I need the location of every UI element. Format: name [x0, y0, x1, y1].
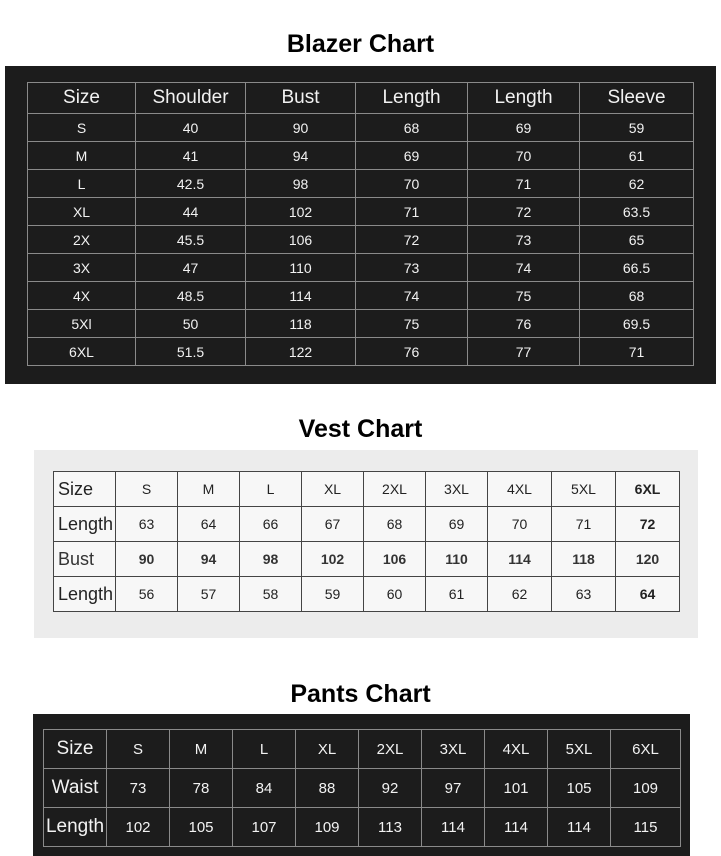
- blazer-header-cell: Length: [468, 83, 580, 114]
- pants-value-cell: 114: [422, 808, 485, 847]
- pants-value-cell: S: [107, 730, 170, 769]
- blazer-header-cell: Shoulder: [136, 83, 246, 114]
- vest-value-cell: 114: [488, 542, 552, 577]
- blazer-value-cell: 48.5: [136, 282, 246, 310]
- vest-value-cell: 118: [552, 542, 616, 577]
- blazer-table-row: [28, 114, 694, 142]
- pants-value-cell: 97: [422, 769, 485, 808]
- blazer-table-row: [28, 142, 694, 170]
- pants-value-cell: 109: [296, 808, 359, 847]
- blazer-size-cell: XL: [28, 198, 136, 226]
- blazer-value-cell: 71: [356, 198, 468, 226]
- blazer-value-cell: 76: [468, 310, 580, 338]
- blazer-value-cell: 106: [246, 226, 356, 254]
- blazer-value-cell: 75: [356, 310, 468, 338]
- blazer-value-cell: 74: [468, 254, 580, 282]
- blazer-table-row: [28, 338, 694, 366]
- vest-value-cell: L: [240, 472, 302, 507]
- pants-value-cell: 5XL: [548, 730, 611, 769]
- vest-length-row: [54, 507, 680, 542]
- vest-value-cell: 67: [302, 507, 364, 542]
- blazer-value-cell: 71: [468, 170, 580, 198]
- vest-length-row-2: [54, 577, 680, 612]
- blazer-value-cell: 118: [246, 310, 356, 338]
- vest-value-cell: 2XL: [364, 472, 426, 507]
- vest-value-cell: 63: [552, 577, 616, 612]
- pants-value-cell: 114: [485, 808, 548, 847]
- blazer-chart-panel: [5, 66, 716, 384]
- vest-value-cell: M: [178, 472, 240, 507]
- blazer-header-row: [28, 83, 694, 114]
- blazer-value-cell: 69: [356, 142, 468, 170]
- vest-value-cell: 94: [178, 542, 240, 577]
- vest-row-label: Length: [54, 507, 116, 542]
- pants-length-row: [44, 808, 681, 847]
- blazer-value-cell: 110: [246, 254, 356, 282]
- blazer-value-cell: 76: [356, 338, 468, 366]
- blazer-value-cell: 65: [580, 226, 694, 254]
- blazer-size-cell: S: [28, 114, 136, 142]
- blazer-size-cell: 3X: [28, 254, 136, 282]
- pants-value-cell: 88: [296, 769, 359, 808]
- vest-value-cell: 70: [488, 507, 552, 542]
- blazer-size-cell: M: [28, 142, 136, 170]
- vest-value-cell: 59: [302, 577, 364, 612]
- pants-value-cell: 102: [107, 808, 170, 847]
- pants-value-cell: 101: [485, 769, 548, 808]
- blazer-value-cell: 98: [246, 170, 356, 198]
- pants-value-cell: 4XL: [485, 730, 548, 769]
- vest-size-row: [54, 472, 680, 507]
- vest-value-cell: 56: [116, 577, 178, 612]
- blazer-header-cell: Sleeve: [580, 83, 694, 114]
- pants-waist-row: [44, 769, 681, 808]
- pants-value-cell: 2XL: [359, 730, 422, 769]
- vest-row-label: Bust: [54, 542, 116, 577]
- vest-value-cell: 5XL: [552, 472, 616, 507]
- pants-chart-title: Pants Chart: [290, 680, 431, 708]
- vest-value-cell: S: [116, 472, 178, 507]
- blazer-value-cell: 68: [580, 282, 694, 310]
- blazer-chart-title: Blazer Chart: [286, 30, 435, 58]
- pants-chart-panel: [33, 714, 690, 856]
- vest-value-cell: 106: [364, 542, 426, 577]
- pants-size-table: [43, 729, 681, 847]
- pants-row-label: Size: [44, 730, 107, 769]
- vest-value-cell: 72: [616, 507, 680, 542]
- blazer-header-cell: Length: [356, 83, 468, 114]
- blazer-value-cell: 75: [468, 282, 580, 310]
- pants-value-cell: 113: [359, 808, 422, 847]
- blazer-value-cell: 40: [136, 114, 246, 142]
- pants-value-cell: 107: [233, 808, 296, 847]
- blazer-value-cell: 50: [136, 310, 246, 338]
- blazer-value-cell: 47: [136, 254, 246, 282]
- vest-chart-panel: [34, 450, 698, 638]
- vest-value-cell: 102: [302, 542, 364, 577]
- blazer-value-cell: 73: [468, 226, 580, 254]
- pants-value-cell: 78: [170, 769, 233, 808]
- blazer-value-cell: 61: [580, 142, 694, 170]
- vest-value-cell: 64: [178, 507, 240, 542]
- vest-value-cell: 62: [488, 577, 552, 612]
- vest-value-cell: 110: [426, 542, 488, 577]
- blazer-value-cell: 42.5: [136, 170, 246, 198]
- pants-value-cell: 114: [548, 808, 611, 847]
- pants-row-label: Waist: [44, 769, 107, 808]
- blazer-size-cell: 6XL: [28, 338, 136, 366]
- blazer-value-cell: 72: [356, 226, 468, 254]
- blazer-value-cell: 41: [136, 142, 246, 170]
- blazer-value-cell: 122: [246, 338, 356, 366]
- blazer-value-cell: 72: [468, 198, 580, 226]
- pants-value-cell: 115: [611, 808, 681, 847]
- pants-row-label: Length: [44, 808, 107, 847]
- blazer-header-cell: Size: [28, 83, 136, 114]
- blazer-table-row: [28, 170, 694, 198]
- blazer-value-cell: 114: [246, 282, 356, 310]
- blazer-size-table: [27, 82, 694, 366]
- blazer-table-row: [28, 310, 694, 338]
- blazer-value-cell: 70: [356, 170, 468, 198]
- vest-value-cell: 71: [552, 507, 616, 542]
- vest-value-cell: 68: [364, 507, 426, 542]
- vest-value-cell: 90: [116, 542, 178, 577]
- blazer-header-cell: Bust: [246, 83, 356, 114]
- vest-size-table: [53, 471, 680, 612]
- vest-value-cell: 60: [364, 577, 426, 612]
- blazer-size-cell: 5Xl: [28, 310, 136, 338]
- blazer-size-cell: 2X: [28, 226, 136, 254]
- vest-value-cell: 3XL: [426, 472, 488, 507]
- pants-value-cell: 84: [233, 769, 296, 808]
- pants-value-cell: L: [233, 730, 296, 769]
- vest-row-label: Size: [54, 472, 116, 507]
- vest-value-cell: XL: [302, 472, 364, 507]
- pants-value-cell: 73: [107, 769, 170, 808]
- vest-value-cell: 57: [178, 577, 240, 612]
- blazer-value-cell: 90: [246, 114, 356, 142]
- blazer-value-cell: 77: [468, 338, 580, 366]
- blazer-table-row: [28, 226, 694, 254]
- blazer-value-cell: 59: [580, 114, 694, 142]
- pants-value-cell: 92: [359, 769, 422, 808]
- vest-value-cell: 4XL: [488, 472, 552, 507]
- blazer-value-cell: 66.5: [580, 254, 694, 282]
- pants-value-cell: 109: [611, 769, 681, 808]
- pants-value-cell: 105: [548, 769, 611, 808]
- blazer-value-cell: 69: [468, 114, 580, 142]
- vest-chart-title: Vest Chart: [298, 415, 423, 443]
- vest-value-cell: 58: [240, 577, 302, 612]
- blazer-value-cell: 63.5: [580, 198, 694, 226]
- blazer-value-cell: 94: [246, 142, 356, 170]
- blazer-value-cell: 71: [580, 338, 694, 366]
- pants-value-cell: M: [170, 730, 233, 769]
- blazer-size-cell: 4X: [28, 282, 136, 310]
- blazer-table-row: [28, 282, 694, 310]
- pants-value-cell: 3XL: [422, 730, 485, 769]
- pants-value-cell: XL: [296, 730, 359, 769]
- blazer-value-cell: 70: [468, 142, 580, 170]
- blazer-value-cell: 62: [580, 170, 694, 198]
- blazer-value-cell: 45.5: [136, 226, 246, 254]
- vest-value-cell: 69: [426, 507, 488, 542]
- blazer-value-cell: 44: [136, 198, 246, 226]
- vest-value-cell: 120: [616, 542, 680, 577]
- vest-value-cell: 98: [240, 542, 302, 577]
- pants-value-cell: 105: [170, 808, 233, 847]
- vest-value-cell: 63: [116, 507, 178, 542]
- blazer-size-cell: L: [28, 170, 136, 198]
- vest-bust-row: [54, 542, 680, 577]
- blazer-table-row: [28, 198, 694, 226]
- vest-value-cell: 64: [616, 577, 680, 612]
- blazer-value-cell: 102: [246, 198, 356, 226]
- vest-value-cell: 61: [426, 577, 488, 612]
- blazer-table-row: [28, 254, 694, 282]
- blazer-value-cell: 68: [356, 114, 468, 142]
- blazer-value-cell: 51.5: [136, 338, 246, 366]
- blazer-value-cell: 69.5: [580, 310, 694, 338]
- blazer-value-cell: 74: [356, 282, 468, 310]
- vest-row-label: Length: [54, 577, 116, 612]
- pants-size-row: [44, 730, 681, 769]
- pants-value-cell: 6XL: [611, 730, 681, 769]
- vest-value-cell: 66: [240, 507, 302, 542]
- vest-value-cell: 6XL: [616, 472, 680, 507]
- blazer-value-cell: 73: [356, 254, 468, 282]
